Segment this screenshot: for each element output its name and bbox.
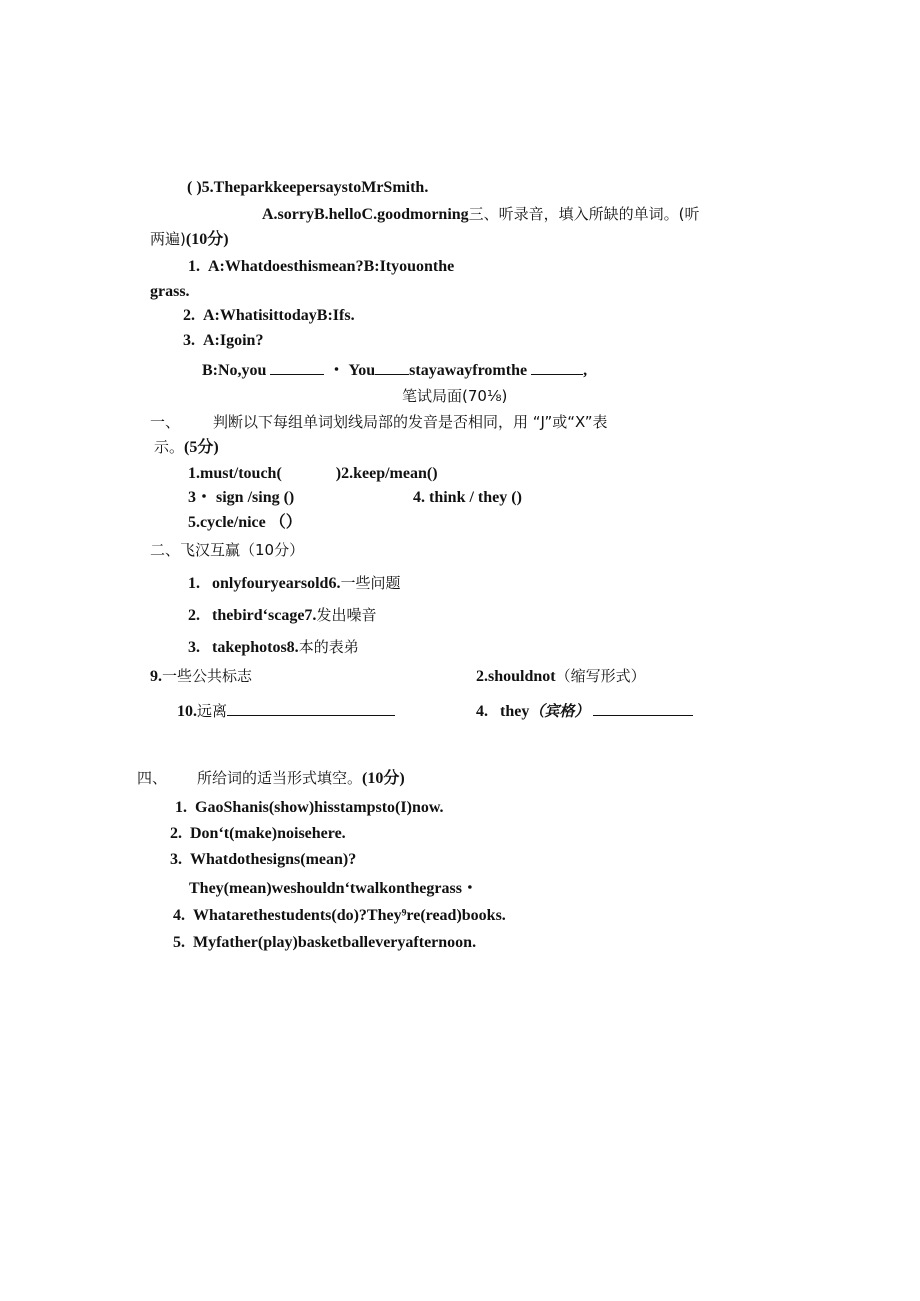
section4-item-4	[173, 906, 506, 926]
section4-item-3-text: Whatdothesigns(mean)?	[190, 851, 357, 868]
section1-row1-b: )2.keep/mean()	[335, 465, 438, 482]
answer-you: You	[348, 362, 376, 379]
written-title: 笔试局面(70⅛)	[402, 387, 508, 405]
answer-end: ,	[583, 362, 588, 379]
section2-item-10-cn: 远离	[197, 702, 228, 720]
section2-item-4b-en: they	[500, 703, 530, 720]
listening-item-3-answer	[202, 358, 587, 381]
section4-item-5-text: Myfather(play)basketballeveryafternoon.	[193, 934, 477, 951]
answer-prefix: B:No,you	[202, 362, 267, 379]
section4-title: 所给词的适当形式填空。	[197, 769, 363, 787]
section2-item-9-num: 9.	[150, 668, 162, 685]
answer-blank-3[interactable]	[531, 358, 583, 375]
section4-item-5-num: 5.	[173, 934, 185, 951]
section4-item-3b-text: They(mean)weshouldn‘twalkonthegrass・	[189, 880, 478, 897]
section2-item-3-en: takephotos8.	[212, 639, 299, 656]
answer-mid: stayawayfromthe	[409, 362, 528, 379]
section2-item-3-num: 3.	[188, 639, 200, 656]
section3-title: 三、听录音，填入所缺的单词。(听	[468, 205, 700, 223]
section2-item-1-cn: 一些问题	[340, 574, 401, 592]
section2-item-4b	[476, 699, 693, 722]
section1-row-1	[188, 464, 438, 484]
section2-item-9-cn: 一些公共标志	[162, 667, 253, 685]
listening-item-1-num: 1.	[188, 258, 200, 275]
section2-item-4b-blank[interactable]	[593, 699, 693, 716]
section1-number: 一、	[150, 413, 181, 431]
listening-item-1-text: A:Whatdoesthismean?B:Ityouonthe	[208, 258, 455, 275]
listening-item-3-text: A:Igoin?	[203, 332, 264, 349]
answer-blank-2[interactable]	[375, 358, 409, 375]
section1-row-2a: 3・ sign /sing ()	[188, 489, 295, 506]
section4-item-3-num: 3.	[170, 851, 182, 868]
section2-item-2-cn: 发出噪音	[316, 606, 377, 624]
section1-row-3: 5.cycle/nice （）	[188, 514, 302, 531]
section4-item-3	[170, 850, 356, 870]
section2-item-10-num: 10.	[177, 703, 197, 720]
section4-item-2-text: Don‘t(make)noisehere.	[190, 825, 346, 842]
section4-item-1-num: 1.	[175, 799, 187, 816]
section2-item-3-cn: 本的表弟	[298, 638, 359, 656]
section2-item-1-num: 1.	[188, 575, 200, 592]
section2-item-10-blank[interactable]	[227, 699, 395, 716]
section2-item-2-en: thebird‘scage7.	[212, 607, 317, 624]
section4-number: 四、	[137, 769, 168, 787]
section2-item-2b	[476, 666, 646, 687]
listening-item-2-num: 2.	[183, 307, 195, 324]
section2-item-1	[188, 573, 400, 594]
listening-item-2-text: A:WhatisittodayB:Ifs.	[203, 307, 355, 324]
section2-item-9	[150, 666, 252, 687]
section2-item-2	[188, 605, 376, 626]
section2-heading	[150, 540, 304, 560]
section4-score: (10分)	[362, 770, 405, 787]
answer-dot: ・	[328, 362, 345, 379]
section2-item-1-en: onlyfouryearsold6.	[212, 575, 341, 592]
section2-title: 飞汉互赢（10分）	[180, 541, 305, 559]
section4-heading	[137, 768, 405, 789]
section1-title-b: 示。	[154, 438, 185, 456]
section3-score: (10分)	[185, 231, 229, 248]
section2-item-4b-cn: （宾格）	[529, 702, 590, 720]
section3-title-continued	[150, 229, 229, 250]
section4-item-1-text: GaoShanis(show)hisstampsto(I)now.	[195, 799, 444, 816]
section2-item-10	[177, 699, 395, 722]
section1-title: 判断以下每组单词划线局部的发音是否相同，用 “J”或“X”表	[213, 413, 608, 431]
listening-item-1	[188, 257, 454, 277]
section2-item-2b-cn: （缩写形式）	[555, 667, 646, 685]
section1-row-2b: 4. think / they ()	[413, 489, 522, 506]
listening-q5-options-row	[262, 204, 700, 225]
section2-item-3	[188, 637, 359, 658]
listening-q5-options: A.sorryB.helloC.goodmorning	[262, 206, 469, 223]
section4-item-5	[173, 933, 476, 953]
section2-item-2b-en: 2.shouldnot	[476, 668, 556, 685]
section4-item-2	[170, 824, 346, 844]
written-part-title	[402, 386, 507, 407]
listening-item-3-num: 3.	[183, 332, 195, 349]
section1-heading	[150, 412, 608, 432]
section1-row1-a: 1.must/touch(	[188, 465, 282, 482]
listening-item-2	[183, 306, 355, 326]
section4-item-4-text: Whatarethestudents(do)?They⁹re(read)books.	[193, 907, 506, 924]
answer-blank-1[interactable]	[270, 358, 324, 375]
section1-heading-continued	[154, 437, 219, 458]
listening-item-3	[183, 331, 263, 351]
section2-number: 二、	[150, 541, 181, 559]
listening-item-1-continued: grass.	[150, 283, 190, 300]
section1-score: (5分)	[184, 439, 219, 456]
section4-item-2-num: 2.	[170, 825, 182, 842]
section4-item-1	[175, 798, 444, 818]
section2-item-2-num: 2.	[188, 607, 200, 624]
listening-question-5: ( )5.TheparkkeepersaystoMrSmith.	[187, 179, 429, 196]
section4-item-4-num: 4.	[173, 907, 185, 924]
section3-title-b: 两遍)	[150, 230, 186, 248]
section2-item-4b-num: 4.	[476, 703, 488, 720]
section4-item-3-continued	[189, 879, 478, 899]
